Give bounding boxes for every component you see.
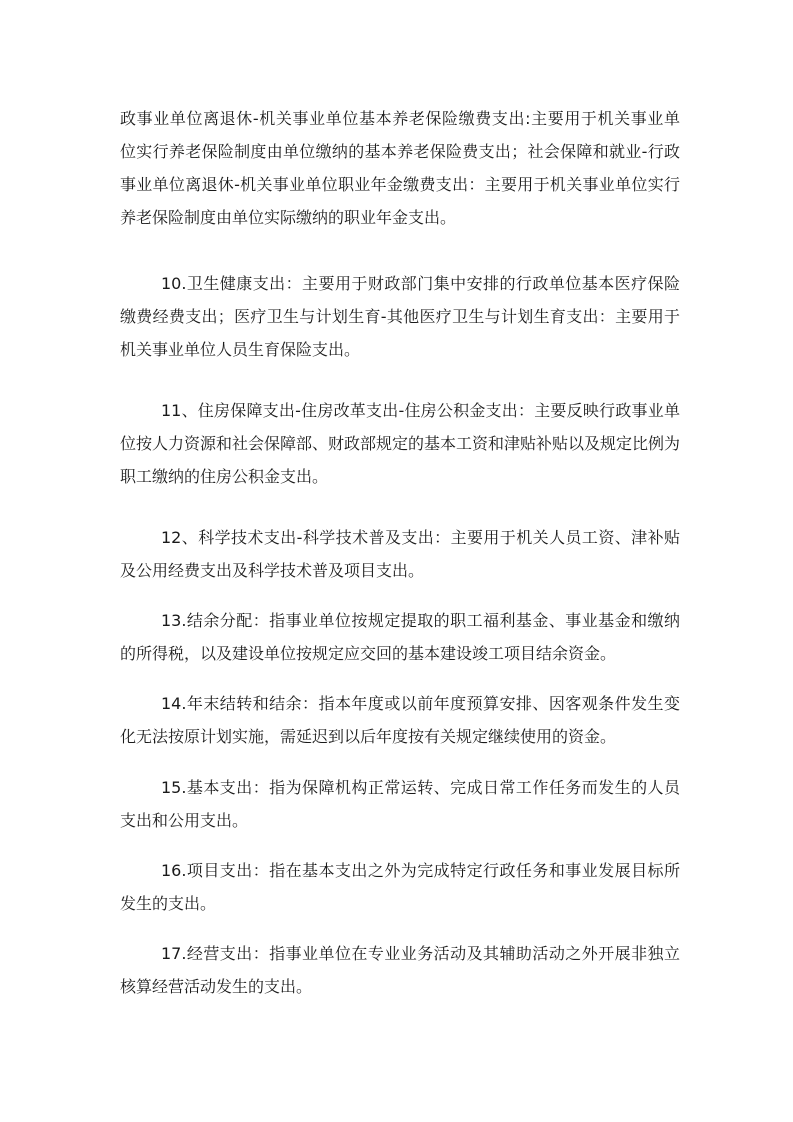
text-line: 10.卫生健康支出：主要用于财政部门集中安排的行政单位基本医疗保险 — [161, 274, 680, 293]
text-line: 11、住房保障支出-住房改革支出-住房公积金支出：主要反映行政事业单 — [161, 401, 680, 420]
text-line: 机关事业单位人员生育保险支出。 — [120, 340, 361, 359]
text-line: 13.结余分配：指事业单位按规定提取的职工福利基金、事业基金和缴纳 — [161, 611, 680, 630]
paragraph-pension — [120, 102, 680, 234]
paragraph-item-13 — [120, 604, 680, 670]
paragraph-item-14 — [120, 687, 680, 753]
text-line: 17.经营支出：指事业单位在专业业务活动及其辅助活动之外开展非独立 — [161, 944, 680, 963]
text-line: 12、科学技术支出-科学技术普及支出：主要用于机关人员工资、津补贴 — [161, 528, 680, 547]
text-line: 缴费经费支出；医疗卫生与计划生育-其他医疗卫生与计划生育支出：主要用于 — [120, 307, 680, 326]
paragraph-item-10 — [120, 267, 680, 366]
text-line: 位按人力资源和社会保障部、财政部规定的基本工资和津贴补贴以及规定比例为 — [120, 434, 681, 453]
paragraph-item-15 — [120, 771, 680, 837]
text-line: 及公用经费支出及科学技术普及项目支出。 — [120, 561, 425, 580]
text-line: 14.年末结转和结余：指本年度或以前年度预算安排、因客观条件发生变 — [161, 694, 680, 713]
text-line: 政事业单位离退休-机关事业单位基本养老保险缴费支出:主要用于机关事业单 — [120, 109, 680, 128]
text-line: 化无法按原计划实施，需延迟到以后年度按有关规定继续使用的资金。 — [120, 727, 617, 746]
paragraph-item-17 — [120, 937, 680, 1003]
text-line: 职工缴纳的住房公积金支出。 — [120, 467, 329, 486]
text-line: 15.基本支出：指为保障机构正常运转、完成日常工作任务而发生的人员 — [161, 778, 680, 797]
paragraph-item-12 — [120, 521, 680, 587]
text-line: 核算经营活动发生的支出。 — [120, 977, 313, 996]
text-line: 16.项目支出：指在基本支出之外为完成特定行政任务和事业发展目标所 — [161, 861, 680, 880]
text-line: 位实行养老保险制度由单位缴纳的基本养老保险费支出；社会保障和就业-行政 — [120, 142, 680, 161]
text-line: 养老保险制度由单位实际缴纳的职业年金支出。 — [120, 208, 457, 227]
text-line: 事业单位离退休-机关事业单位职业年金缴费支出：主要用于机关事业单位实行 — [120, 175, 680, 194]
paragraph-item-16 — [120, 854, 680, 920]
text-line: 支出和公用支出。 — [120, 811, 249, 830]
text-line: 的所得税，以及建设单位按规定应交回的基本建设竣工项目结余资金。 — [120, 644, 617, 663]
paragraph-item-11 — [120, 394, 680, 493]
text-line: 发生的支出。 — [120, 894, 217, 913]
